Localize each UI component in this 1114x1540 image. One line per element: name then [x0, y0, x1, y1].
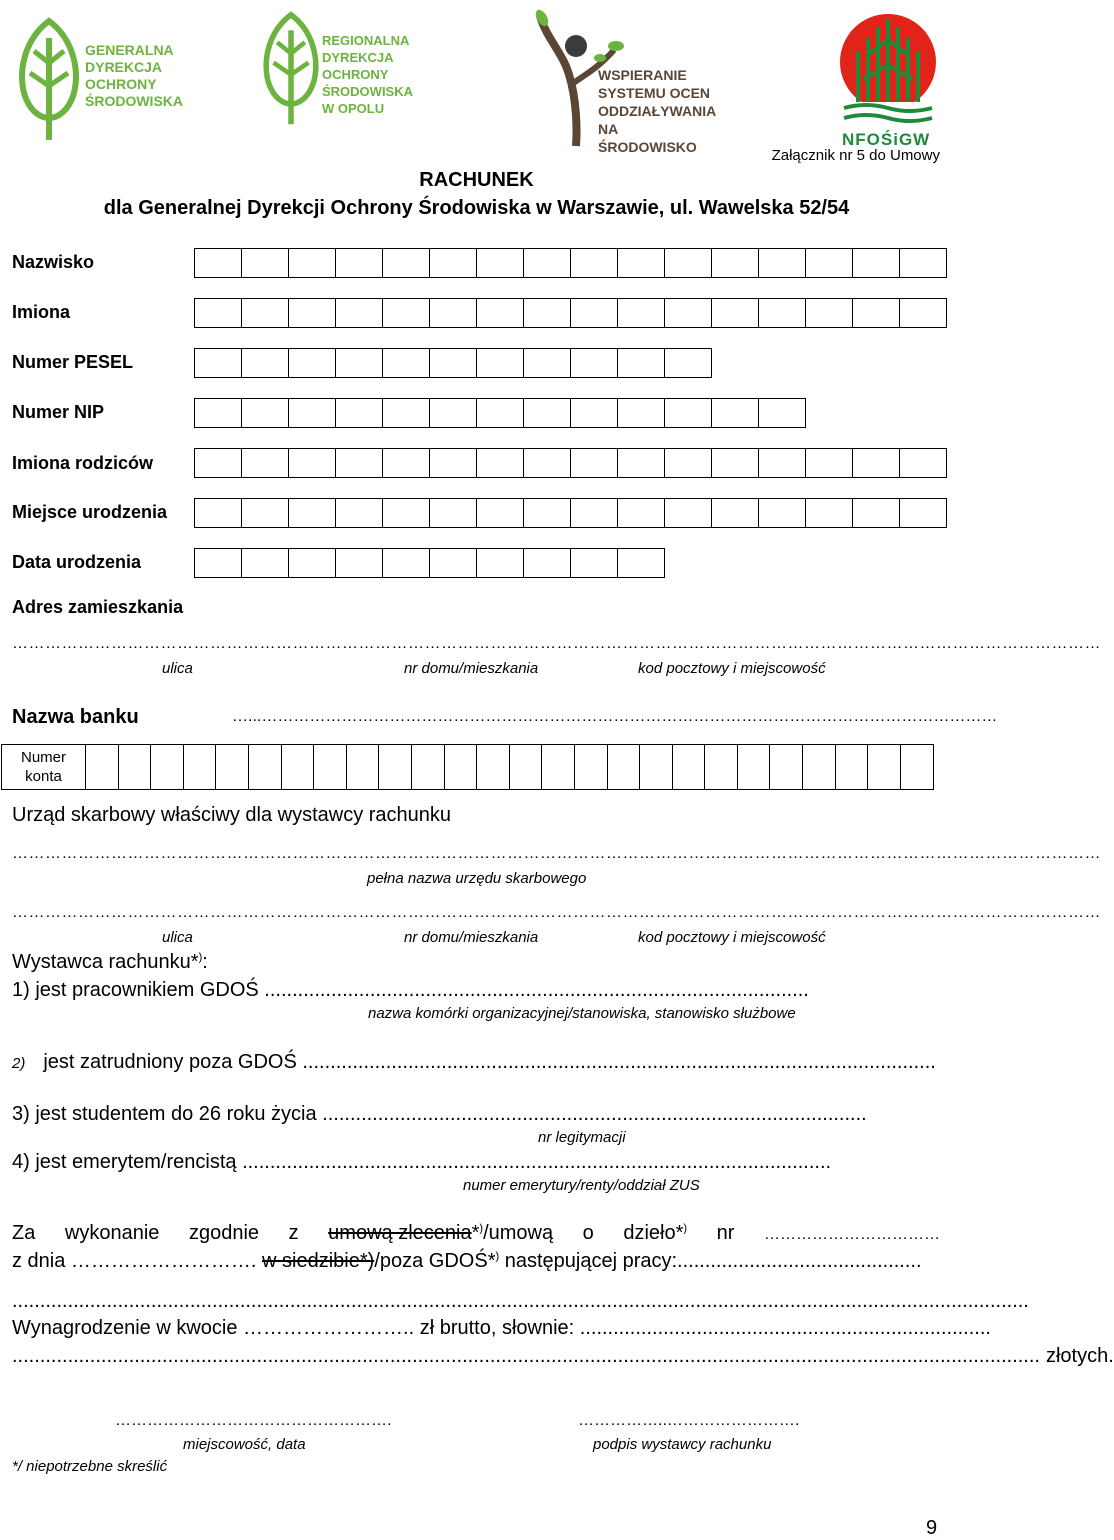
account-digit-box[interactable]: [445, 745, 478, 789]
character-box[interactable]: [429, 248, 477, 278]
character-box[interactable]: [241, 348, 289, 378]
account-digit-box[interactable]: [151, 745, 184, 789]
account-digit-box[interactable]: [282, 745, 315, 789]
character-box[interactable]: [664, 448, 712, 478]
character-box[interactable]: [288, 298, 336, 328]
nfosigw-logo-text: NFOŚiGW: [842, 130, 931, 149]
account-digit-box[interactable]: [705, 745, 738, 789]
contract-star: *: [471, 1222, 480, 1244]
signature-caption: podpis wystawcy rachunku: [593, 1436, 772, 1453]
character-box[interactable]: [429, 498, 477, 528]
address-label: Adres zamieszkania: [12, 597, 184, 617]
issuer-option-1-text: 1) jest pracownikiem GDOŚ: [12, 979, 259, 1001]
character-box[interactable]: [711, 248, 759, 278]
house-caption: nr domu/mieszkania: [404, 660, 539, 677]
account-digit-box[interactable]: [119, 745, 152, 789]
contract-word: dzieło*: [623, 1222, 684, 1244]
contract-location-inside: w siedzibie*): [262, 1250, 375, 1272]
character-box[interactable]: [570, 298, 618, 328]
character-box[interactable]: [335, 298, 383, 328]
contract-word: o: [582, 1222, 594, 1244]
payment-currency-word: złotych.: [1045, 1345, 1114, 1367]
character-box[interactable]: [664, 348, 712, 378]
character-box[interactable]: [711, 298, 759, 328]
issuer-option-3-caption: nr legitymacji: [538, 1129, 626, 1146]
contract-word: zgodnie: [188, 1222, 260, 1244]
character-box[interactable]: [429, 448, 477, 478]
names-label: Imiona: [12, 302, 71, 322]
payment-words-dots: .........................................................................................................................................................................................: [12, 1345, 1040, 1367]
character-box[interactable]: [382, 498, 430, 528]
character-box[interactable]: [523, 298, 571, 328]
place-date-field[interactable]: …………………………………………….: [115, 1412, 392, 1429]
account-label-line: konta: [25, 768, 62, 785]
contract-word: Za: [12, 1222, 36, 1244]
character-box[interactable]: [523, 348, 571, 378]
account-label-line: Numer: [20, 749, 66, 766]
house-caption: nr domu/mieszkania: [404, 929, 539, 946]
account-digit-box[interactable]: [216, 745, 249, 789]
issuer-label-colon: :: [202, 951, 208, 973]
character-box[interactable]: [570, 498, 618, 528]
character-box[interactable]: [241, 448, 289, 478]
character-box[interactable]: [805, 298, 853, 328]
character-box[interactable]: [335, 398, 383, 428]
payment-line-1[interactable]: Wynagrodzenie w kwocie …………………….. zł brutto, słownie: ..........................................................................: [12, 1317, 991, 1339]
account-label: [2, 745, 86, 789]
nip-label: Numer NIP: [12, 402, 105, 422]
parents-boxes[interactable]: [194, 448, 946, 478]
account-digit-box[interactable]: [640, 745, 673, 789]
issuer-option-4[interactable]: [12, 1151, 932, 1174]
postal-caption: kod pocztowy i miejscowość: [638, 929, 826, 946]
account-digit-box[interactable]: [803, 745, 836, 789]
names-boxes[interactable]: [194, 298, 946, 328]
character-box[interactable]: [288, 348, 336, 378]
character-box[interactable]: [617, 548, 665, 578]
wsparcie-logo-line: SYSTEMU OCEN: [598, 85, 711, 101]
character-box[interactable]: [194, 398, 242, 428]
account-digit-box[interactable]: [542, 745, 575, 789]
account-digit-box[interactable]: [249, 745, 282, 789]
issuer-option-1[interactable]: [12, 979, 932, 1002]
character-box[interactable]: [523, 248, 571, 278]
rdos-logo: [262, 12, 413, 132]
account-digit-box[interactable]: [770, 745, 803, 789]
issuer-option-1-dots: ..................................................................................................: [258, 979, 809, 1001]
account-digit-box[interactable]: [184, 745, 217, 789]
contract-sup: ): [495, 1250, 500, 1263]
contract-word: nr: [716, 1222, 735, 1244]
character-box[interactable]: [288, 498, 336, 528]
character-box[interactable]: [476, 298, 524, 328]
contract-line-2: [12, 1250, 932, 1273]
character-box[interactable]: [429, 348, 477, 378]
character-box[interactable]: [617, 448, 665, 478]
character-box[interactable]: [617, 248, 665, 278]
character-box[interactable]: [899, 248, 947, 278]
account-digit-box[interactable]: [575, 745, 608, 789]
issuer-label: [12, 951, 208, 974]
annex-note: Załącznik nr 5 do Umowy: [771, 147, 940, 164]
character-box[interactable]: [288, 248, 336, 278]
character-box[interactable]: [523, 548, 571, 578]
issuer-option-4-dots: ..........................................................................................................: [236, 1151, 832, 1173]
character-box[interactable]: [288, 398, 336, 428]
character-box[interactable]: [664, 498, 712, 528]
contract-sup: ): [479, 1222, 484, 1235]
character-box[interactable]: [711, 398, 759, 428]
pesel-label: Numer PESEL: [12, 352, 134, 372]
issuer-option-1-caption: nazwa komórki organizacyjnej/stanowiska, stanowisko służbowe: [368, 1005, 796, 1022]
character-box[interactable]: [429, 398, 477, 428]
signature-field[interactable]: ……………..…………………….: [578, 1412, 800, 1429]
rdos-logo-line: DYREKCJA: [322, 50, 394, 65]
issuer-option-3-dots: ..................................................................................................: [316, 1103, 867, 1125]
gdos-logo-line: ŚRODOWISKA: [85, 93, 183, 109]
wsparcie-logo-line: NA ŚRODOWISKO: [598, 121, 697, 155]
character-box[interactable]: [194, 498, 242, 528]
character-box[interactable]: [852, 498, 900, 528]
issuer-option-4-text: 4) jest emerytem/rencistą: [12, 1151, 237, 1173]
character-box[interactable]: [570, 248, 618, 278]
character-box[interactable]: [429, 548, 477, 578]
character-box[interactable]: [382, 348, 430, 378]
wsparcie-logo: [536, 6, 717, 155]
character-box[interactable]: [899, 448, 947, 478]
character-box[interactable]: [852, 298, 900, 328]
leaf-icon: [262, 12, 320, 127]
rdos-logo-line: ŚRODOWISKA: [322, 84, 413, 99]
birthplace-label: Miejsce urodzenia: [12, 502, 168, 522]
character-box[interactable]: [476, 398, 524, 428]
character-box[interactable]: [335, 448, 383, 478]
account-digit-box[interactable]: [836, 745, 869, 789]
gdos-logo-line: OCHRONY: [85, 76, 157, 92]
parents-label: Imiona rodziców: [12, 453, 154, 473]
character-box[interactable]: [758, 448, 806, 478]
account-digit-box[interactable]: [477, 745, 510, 789]
contract-option-work: [623, 1222, 687, 1245]
character-box[interactable]: [335, 248, 383, 278]
footnote: */ niepotrzebne skreślić: [12, 1458, 168, 1475]
character-box[interactable]: [523, 498, 571, 528]
character-box[interactable]: [194, 248, 242, 278]
character-box[interactable]: [476, 348, 524, 378]
contract-location-outside: /poza GDOŚ*: [374, 1250, 496, 1272]
tax-office-name-caption: pełna nazwa urzędu skarbowego: [367, 870, 587, 887]
contract-option-mandate: [328, 1222, 553, 1245]
character-box[interactable]: [805, 448, 853, 478]
contract-sup: ): [683, 1222, 688, 1235]
issuer-option-2-number: 2): [12, 1055, 26, 1072]
contract-word: /umową: [483, 1222, 554, 1244]
birthplace-boxes[interactable]: [194, 498, 946, 528]
bank-dotted-line[interactable]: …...…………………………………………………………………………………………………………………………: [232, 708, 998, 725]
place-date-caption: miejscowość, data: [183, 1436, 306, 1453]
character-box[interactable]: [241, 298, 289, 328]
character-box[interactable]: [241, 498, 289, 528]
character-box[interactable]: [899, 498, 947, 528]
gdos-logo-line: DYREKCJA: [85, 59, 163, 75]
character-box[interactable]: [664, 398, 712, 428]
character-box[interactable]: [711, 448, 759, 478]
rdos-logo-line: REGIONALNA: [322, 33, 410, 48]
character-box[interactable]: [382, 398, 430, 428]
nip-boxes[interactable]: [194, 398, 805, 428]
contract-word: wykonanie: [64, 1222, 160, 1244]
character-box[interactable]: [382, 248, 430, 278]
character-box[interactable]: [664, 298, 712, 328]
account-digit-box[interactable]: [608, 745, 641, 789]
character-box[interactable]: [382, 548, 430, 578]
account-digit-box[interactable]: [86, 745, 119, 789]
character-box[interactable]: [617, 298, 665, 328]
character-box[interactable]: [570, 548, 618, 578]
contract-date-field[interactable]: z dnia ……………………….: [12, 1250, 263, 1272]
character-box[interactable]: [476, 498, 524, 528]
character-box[interactable]: [335, 548, 383, 578]
character-box[interactable]: [194, 298, 242, 328]
contract-line-1: [12, 1222, 940, 1245]
character-box[interactable]: [617, 498, 665, 528]
document-subtitle: dla Generalnej Dyrekcji Ochrony Środowiska w Warszawie, ul. Wawelska 52/54: [103, 197, 850, 219]
character-box[interactable]: [664, 248, 712, 278]
account-digit-box[interactable]: [510, 745, 543, 789]
character-box[interactable]: [758, 248, 806, 278]
street-caption: ulica: [162, 929, 193, 946]
nfosigw-emblem-icon: [838, 10, 938, 130]
account-table: [1, 744, 934, 790]
street-caption: ulica: [162, 660, 193, 677]
contract-work-description-line[interactable]: .......................................................................................................................................................................................: [12, 1290, 1029, 1312]
bank-label: Nazwa banku: [12, 706, 139, 728]
nfosigw-logo: [838, 10, 938, 150]
character-box[interactable]: [241, 398, 289, 428]
character-box[interactable]: [758, 298, 806, 328]
gdos-logo: [18, 18, 183, 143]
wsparcie-logo-line: WSPIERANIE: [598, 67, 687, 83]
character-box[interactable]: [476, 248, 524, 278]
contract-number-field[interactable]: ……………………………: [763, 1226, 940, 1243]
character-box[interactable]: [523, 448, 571, 478]
birthdate-label: Data urodzenia: [12, 552, 142, 572]
rdos-logo-line: W OPOLU: [322, 101, 385, 116]
issuer-option-3[interactable]: [12, 1103, 932, 1126]
issuer-option-2-dots: ..................................................................................................................: [296, 1051, 936, 1073]
leaf-icon: [18, 18, 80, 143]
tax-office-label: Urząd skarbowy właściwy dla wystawcy rachunku: [12, 804, 452, 826]
character-box[interactable]: [241, 248, 289, 278]
issuer-option-2[interactable]: [12, 1051, 936, 1074]
issuer-label-sup: ): [198, 951, 203, 964]
character-box[interactable]: [476, 448, 524, 478]
account-digit-box[interactable]: [901, 745, 934, 789]
character-box[interactable]: [711, 498, 759, 528]
character-box[interactable]: [429, 298, 477, 328]
character-box[interactable]: [852, 248, 900, 278]
character-box[interactable]: [382, 298, 430, 328]
character-box[interactable]: [758, 498, 806, 528]
wsparcie-logo-line: ODDZIAŁYWANIA: [598, 103, 717, 119]
character-box[interactable]: [194, 448, 242, 478]
payment-line-2[interactable]: [12, 1345, 1114, 1368]
account-digit-box[interactable]: [868, 745, 901, 789]
character-box[interactable]: [617, 398, 665, 428]
address-dotted-line[interactable]: ………………………………………………………………………………………………………………………………………………………………………………: [12, 635, 1101, 652]
character-box[interactable]: [805, 248, 853, 278]
character-box[interactable]: [758, 398, 806, 428]
character-box[interactable]: [805, 498, 853, 528]
page-number: 9: [926, 1517, 938, 1539]
account-digit-box[interactable]: [379, 745, 412, 789]
character-box[interactable]: [899, 298, 947, 328]
issuer-label-text: Wystawca rachunku*: [12, 951, 199, 973]
pesel-boxes[interactable]: [194, 348, 711, 378]
account-digit-box[interactable]: [314, 745, 347, 789]
character-box[interactable]: [335, 498, 383, 528]
character-box[interactable]: [570, 398, 618, 428]
character-box[interactable]: [288, 548, 336, 578]
account-digit-box[interactable]: [738, 745, 771, 789]
contract-word: z: [288, 1222, 299, 1244]
account-digit-box[interactable]: [412, 745, 445, 789]
gdos-logo-line: GENERALNA: [85, 42, 174, 58]
character-box[interactable]: [852, 448, 900, 478]
character-box[interactable]: [194, 348, 242, 378]
tax-office-address-line[interactable]: ………………………………………………………………………………………………………………………………………………………………………………: [12, 904, 1101, 921]
contract-option-mandate-text: umową zlecenia: [328, 1222, 472, 1244]
issuer-option-4-caption: numer emerytury/renty/oddział ZUS: [463, 1177, 700, 1194]
character-box[interactable]: [335, 348, 383, 378]
character-box[interactable]: [570, 448, 618, 478]
account-boxes[interactable]: [86, 745, 933, 789]
issuer-option-3-text: 3) jest studentem do 26 roku życia: [12, 1103, 317, 1125]
tax-office-name-line[interactable]: ………………………………………………………………………………………………………………………………………………………………………………: [12, 845, 1101, 862]
character-box[interactable]: [288, 448, 336, 478]
surname-boxes[interactable]: [194, 248, 946, 278]
surname-label: Nazwisko: [12, 252, 95, 272]
issuer-option-2-text: jest zatrudniony poza GDOŚ: [43, 1051, 297, 1073]
character-box[interactable]: [382, 448, 430, 478]
character-box[interactable]: [476, 548, 524, 578]
rdos-logo-line: OCHRONY: [322, 67, 389, 82]
character-box[interactable]: [194, 548, 242, 578]
document-title: RACHUNEK: [419, 169, 534, 191]
account-digit-box[interactable]: [347, 745, 380, 789]
account-digit-box[interactable]: [673, 745, 706, 789]
character-box[interactable]: [523, 398, 571, 428]
contract-work-description-field[interactable]: następującej pracy:............................................: [499, 1250, 922, 1272]
character-box[interactable]: [570, 348, 618, 378]
character-box[interactable]: [617, 348, 665, 378]
postal-caption: kod pocztowy i miejscowość: [638, 660, 826, 677]
birthdate-boxes[interactable]: [194, 548, 664, 578]
character-box[interactable]: [241, 548, 289, 578]
